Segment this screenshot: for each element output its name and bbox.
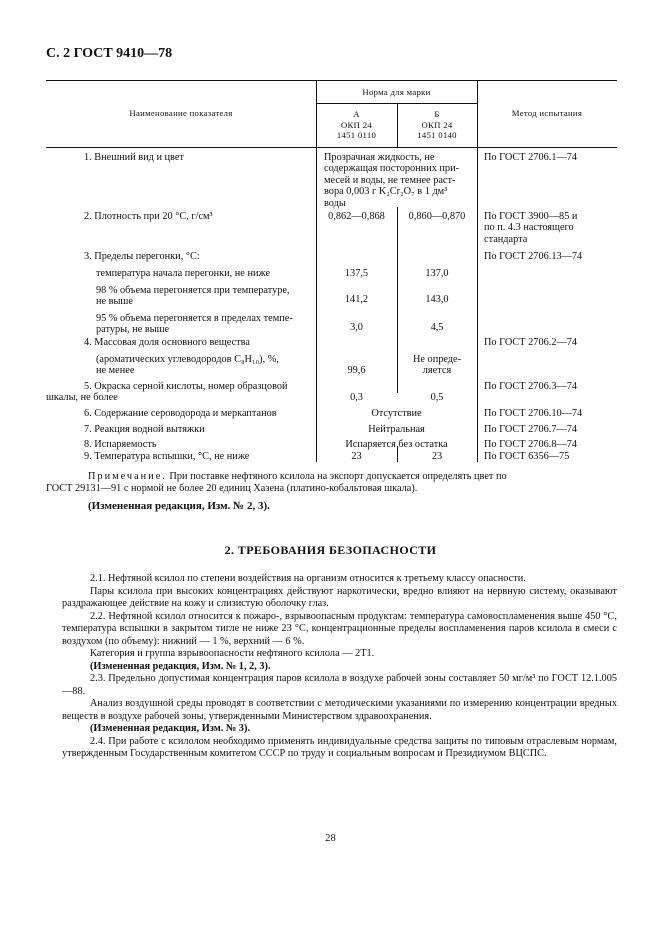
column-header-name: Наименование показателя — [129, 108, 233, 118]
row-6-method: По ГОСТ 2706.10—74 — [484, 408, 583, 419]
row-6-name: 6. Содержание сероводорода и меркаптанов — [84, 408, 277, 419]
note-line-2: ГОСТ 29131—91 с нормой не более 20 единиц Хазена (платино-кобальтовая шкала). — [46, 483, 418, 494]
row-2-name: 2. Плотность при 20 °С, г/см³ — [84, 211, 213, 222]
page-number: 28 — [325, 833, 336, 844]
row-1-name: 1. Внешний вид и цвет — [84, 152, 184, 163]
row-5-grade-a: 0,3 — [350, 392, 363, 403]
row-8-norm: Испаряется без остатка — [345, 439, 448, 450]
paragraph-2-2-continued: Категория и группа взрывоопасности нефтяного ксилола — 2Т1. — [90, 648, 375, 659]
row-2-grade-a: 0,862—0,868 — [328, 211, 385, 222]
column-header-grade-a: А ОКП 24 1451 0110 — [336, 109, 377, 141]
header-bottom-rule — [46, 147, 617, 148]
paragraph-2-1: 2.1. Нефтяной ксилол по степени воздействия на организм относится к третьему классу опасности. — [90, 573, 526, 584]
row-5-grade-b: 0,5 — [430, 392, 444, 403]
row-9-name: 9. Температура вспышки, °С, не ниже — [84, 451, 250, 462]
row-2-method: По ГОСТ 3900—85 и по п. 4.3 настоящего стандарта — [484, 211, 578, 245]
row-9-grade-a: 23 — [351, 451, 362, 462]
row-7-name: 7. Реакция водной вытяжки — [84, 424, 205, 435]
paragraph-2-3: 2.3. Предельно допустимая концентрация паров ксилола в воздухе рабочей зоны составляет 50 мг/м³ по ГОСТ 12.1.005—88. — [62, 673, 617, 697]
row-3a-grade-b: 137,0 — [425, 268, 449, 279]
row-4-name-continued: (ароматических углеводородов C₈H₁₀), %, не менее — [96, 354, 279, 377]
table-top-rule — [46, 80, 617, 81]
amendment-note-1: (Измененная редакция, Изм. № 2, 3). — [88, 500, 270, 512]
row-2-grade-b: 0,860—0,870 — [408, 211, 466, 222]
row-3c-grade-a: 3,0 — [350, 322, 363, 333]
column-header-norm: Норма для марки — [362, 87, 431, 97]
row-4-grade-b: Не опреде- ляется — [412, 354, 462, 377]
section-title: 2. ТРЕБОВАНИЯ БЕЗОПАСНОСТИ — [224, 543, 437, 557]
row-3-name: 3. Пределы перегонки, °С: — [84, 251, 200, 262]
row-8-method: По ГОСТ 2706.8—74 — [484, 439, 578, 450]
row-3b-grade-b: 143,0 — [425, 294, 449, 305]
row-9-method: По ГОСТ 6356—75 — [484, 451, 570, 462]
row-3b-grade-a: 141,2 — [344, 294, 369, 305]
note-label: Примечание. — [88, 471, 167, 482]
row-7-method: По ГОСТ 2706.7—74 — [484, 424, 578, 435]
row-3b-name: 98 % объема перегоняется при температуре, не выше — [96, 285, 290, 308]
amendment-note-2: (Измененная редакция, Изм. № 1, 2, 3). — [90, 660, 271, 672]
row-4-name: 4. Массовая доля основного вещества — [84, 337, 250, 348]
row-9-grade-b: 23 — [431, 451, 443, 462]
paragraph-2-4: 2.4. При работе с ксилолом необходимо применять индивидуальные средства защиты по типовым отраслевым нормам, утвержденным Государственным комитетом СССР по труду и социальным вопросам и Президиумом ВЦСПС. — [62, 735, 617, 759]
row-1-norm: Прозрачная жидкость, не содержащая посторонних при- месей и воды, не темнее раст- вора 0,003 г K₂Cr₂O₇ в 1 дм³ воды — [324, 152, 460, 209]
row-6-norm: Отсутствие — [371, 408, 422, 419]
column-header-grade-b: Б ОКП 24 1451 0140 — [417, 109, 457, 141]
amendment-note-3: (Измененная редакция, Изм. № 3). — [90, 723, 250, 734]
properties-table — [46, 80, 617, 462]
table-note — [46, 471, 617, 495]
paragraph-2-2: 2.2. Нефтяной ксилол относится к пожаро-, взрывоопасным продуктам: температура самовоспламенения выше 450 °С, температура вспышки в закрытом тигле не ниже 23 °С, концентрационные пределы воспламенения паров ксилола в смеси с воздухом (по объему): нижний — 1 %, верхний — 6 %. — [62, 610, 617, 647]
method-column-divider — [477, 80, 478, 462]
row-3-method: По ГОСТ 2706.13—74 — [484, 251, 583, 262]
row-8-name: 8. Испаряемость — [84, 439, 157, 450]
row-5-name: 5. Окраска серной кислоты, номер образцовой — [84, 381, 288, 392]
row-4-grade-a: 99,6 — [347, 365, 366, 376]
row-3a-name: температура начала перегонки, не ниже — [96, 268, 271, 279]
row-3c-grade-b: 4,5 — [430, 322, 444, 333]
paragraph-2-3-continued: Анализ воздушной среды проводят в соответствии с методическими указаниями по измерению концентрации вредных веществ в воздухе рабочей зоны, утвержденными Министерством здравоохранения. — [62, 698, 617, 722]
row-4-method: По ГОСТ 2706.2—74 — [484, 337, 578, 348]
column-header-method: Метод испытания — [511, 108, 583, 118]
section-body — [62, 573, 617, 761]
page-header: С. 2 ГОСТ 9410—78 — [46, 46, 173, 61]
row-5-method: По ГОСТ 2706.3—74 — [484, 381, 578, 392]
row-1-method: По ГОСТ 2706.1—74 — [484, 152, 578, 163]
note-line-1: При поставке нефтяного ксилола на экспорт допускается определять цвет по — [166, 471, 507, 482]
row-3a-grade-a: 137,5 — [344, 268, 369, 279]
paragraph-2-1-continued: Пары ксилола при высоких концентрациях действуют наркотически, вредно влияют на нервную систему, оказывают раздражающее действие на кожу и слизистую оболочку глаз. — [62, 585, 617, 609]
row-5-name-continued: шкалы, не более — [46, 392, 118, 403]
row-7-norm: Нейтральная — [368, 424, 425, 435]
row-3c-name: 95 % объема перегоняется в пределах темпе- ратуры, не выше — [96, 313, 293, 336]
